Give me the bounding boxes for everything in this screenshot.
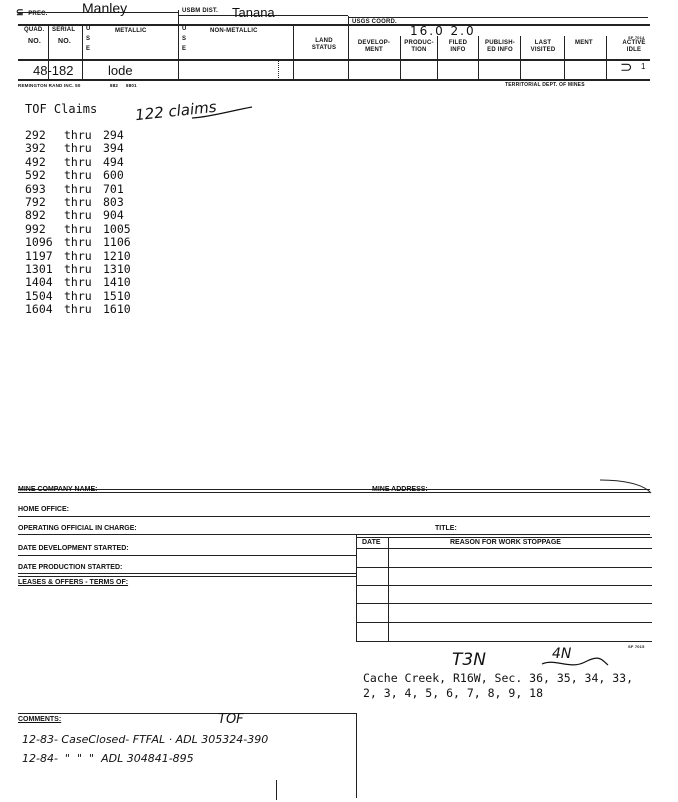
claim-thru: thru <box>64 235 92 250</box>
prec-value: Manley <box>82 0 128 16</box>
claim-end: 494 <box>103 154 124 169</box>
claim-end: 904 <box>103 208 124 223</box>
claim-end: 1510 <box>103 288 131 303</box>
claim-row <box>25 169 131 182</box>
claim-thru: thru <box>64 141 92 156</box>
claim-start: 892 <box>25 208 46 223</box>
claim-row <box>25 263 131 276</box>
claim-thru: thru <box>64 168 92 183</box>
claim-row <box>25 250 131 263</box>
printer-code-2: 8801 <box>126 83 137 88</box>
production-label: PRODUC-TION <box>404 40 434 53</box>
s-letter-2: S <box>182 36 187 42</box>
usbm-dist-label: USBM DIST. <box>182 8 219 14</box>
last-visited-label: LAST VISITED <box>530 40 556 53</box>
active-check-icon: ⊃ <box>620 59 633 76</box>
claim-start: 1504 <box>25 288 53 303</box>
quad-label: QUAD. <box>24 27 45 33</box>
corner-curve <box>598 476 653 496</box>
claim-end: 600 <box>103 168 124 183</box>
claim-end: 294 <box>103 128 124 142</box>
claim-thru: thru <box>64 302 92 317</box>
claim-row <box>25 236 131 249</box>
claim-thru: thru <box>64 221 92 236</box>
claim-start: 1301 <box>25 262 53 277</box>
claim-thru: thru <box>64 275 92 290</box>
development-label: DEVELOP-MENT <box>357 40 391 53</box>
printer-note: REMINGTON RAND INC. 50 <box>18 83 81 88</box>
claim-row <box>25 156 131 169</box>
leases-label: LEASES & OFFERS - TERMS OF: <box>18 579 129 586</box>
active-idle-label: ACTIVE IDLE <box>622 40 646 53</box>
e-letter-1: E <box>86 46 91 52</box>
s-letter-1: S <box>86 36 91 42</box>
claim-start: 792 <box>25 195 46 210</box>
comment-line-2: 12-84- " " " ADL 304841-895 <box>22 752 194 765</box>
claim-start: 592 <box>25 168 46 183</box>
claim-start: 992 <box>25 221 46 236</box>
ment-label: MENT <box>575 40 593 46</box>
e-letter-2: E <box>182 46 187 52</box>
serial-label: SERIAL <box>52 27 76 33</box>
usgs-coord-label: USGS COORD. <box>352 19 397 25</box>
quad-value: 48-182 <box>33 63 74 78</box>
claim-start: 392 <box>25 141 46 156</box>
prec-label-text: PREC. <box>28 11 48 17</box>
claim-start: 1604 <box>25 302 53 317</box>
claim-row <box>25 183 131 196</box>
filed-info-label: FILED INFO <box>448 40 468 53</box>
u-letter-1: U <box>86 26 91 32</box>
claim-row <box>25 196 131 209</box>
date-col-label: DATE <box>362 539 381 546</box>
form-code-bottom: SF 7015 <box>628 644 645 649</box>
claim-thru: thru <box>64 262 92 277</box>
claim-row <box>25 290 131 303</box>
location-line-1: Cache Creek, R16W, Sec. 36, 35, 34, 33, <box>363 671 634 685</box>
claim-end: 1005 <box>103 221 131 236</box>
usbm-dist-value: Tanana <box>232 5 275 20</box>
claim-end: 701 <box>103 181 124 196</box>
claim-start: 1096 <box>25 235 53 250</box>
claim-thru: thru <box>64 128 92 142</box>
claim-end: 1410 <box>103 275 131 290</box>
home-office-label: HOME OFFICE: <box>18 506 69 513</box>
claim-start: 292 <box>25 128 46 142</box>
prec-mark: ⊆ <box>16 7 24 17</box>
land-status-label: LAND STATUS <box>311 38 337 51</box>
quad-no-label: NO. <box>28 38 42 45</box>
claim-thru: thru <box>64 288 92 303</box>
prec-label <box>16 2 48 20</box>
handwritten-claim-count: 122 claims <box>134 97 218 125</box>
township-handwritten: T3N <box>452 650 486 670</box>
date-prod-label: DATE PRODUCTION STARTED: <box>18 564 123 571</box>
form-code-top: SF 7014 <box>628 35 645 40</box>
active-value: 1 <box>641 62 646 71</box>
claim-end: 1106 <box>103 235 131 250</box>
reason-col-label: REASON FOR WORK STOPPAGE <box>450 539 561 546</box>
location-stroke <box>540 656 610 672</box>
claim-row <box>25 209 131 222</box>
comment-line-1: 12-83- CaseClosed- FTFAL · ADL 305324-390 <box>22 733 269 746</box>
claim-row <box>25 142 131 155</box>
claim-start: 693 <box>25 181 46 196</box>
claim-row <box>25 129 131 142</box>
claim-end: 1310 <box>103 262 131 277</box>
claim-start: 492 <box>25 154 46 169</box>
claim-end: 803 <box>103 195 124 210</box>
mine-address-label: MINE ADDRESS: <box>372 486 428 493</box>
claim-start: 1197 <box>25 248 53 263</box>
township-handwritten-2: 4N <box>552 646 572 662</box>
claim-thru: thru <box>64 248 92 263</box>
claim-row <box>25 276 131 289</box>
u-letter-2: U <box>182 26 187 32</box>
claims-list <box>25 129 131 317</box>
claim-thru: thru <box>64 154 92 169</box>
claim-start: 1404 <box>25 275 53 290</box>
metallic-value: lode <box>108 63 133 78</box>
serial-no-label: NO. <box>58 38 72 45</box>
claim-row <box>25 303 131 316</box>
published-info-label: PUBLISH-ED INFO <box>485 40 515 53</box>
underline-stroke <box>190 105 255 121</box>
claim-end: 1610 <box>103 302 131 317</box>
date-dev-label: DATE DEVELOPMENT STARTED: <box>18 545 129 552</box>
operating-official-label: OPERATING OFFICIAL IN CHARGE: <box>18 525 137 532</box>
claim-row <box>25 223 131 236</box>
claims-title: TOF Claims <box>25 102 98 116</box>
metallic-label: METALLIC <box>115 28 147 34</box>
nonmetallic-label: NON-METALLIC <box>210 28 258 34</box>
dept-note: TERRITORIAL DEPT. OF MINES <box>505 82 585 88</box>
title-label: TITLE: <box>435 525 457 532</box>
claim-thru: thru <box>64 208 92 223</box>
location-line-2: 2, 3, 4, 5, 6, 7, 8, 9, 18 <box>363 686 544 700</box>
comments-label: COMMENTS: <box>18 716 62 723</box>
tof-handwritten: TOF <box>218 712 244 727</box>
claim-thru: thru <box>64 181 92 196</box>
claim-thru: thru <box>64 195 92 210</box>
claim-end: 1210 <box>103 248 131 263</box>
claim-end: 394 <box>103 141 124 156</box>
printer-code-1: 882 <box>110 83 119 88</box>
mine-company-name-label: MINE COMPANY NAME: <box>18 486 98 493</box>
usgs-coord-value: 16.0 2.0 <box>410 24 476 38</box>
